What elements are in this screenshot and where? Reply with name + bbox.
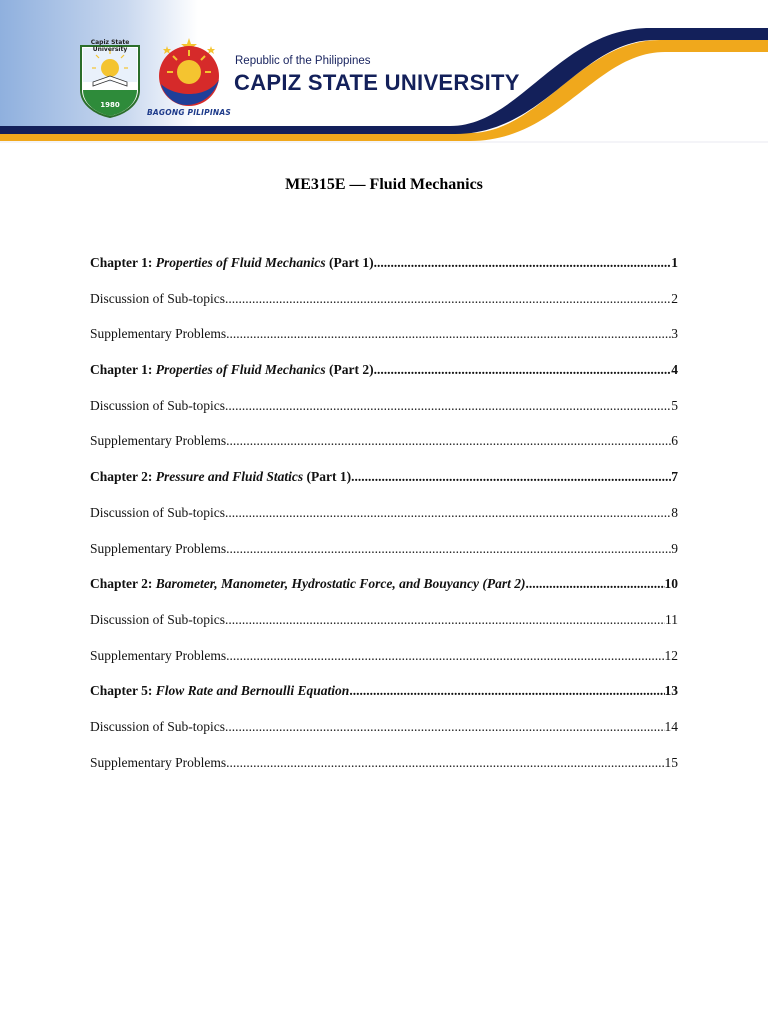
dot-leader: [225, 612, 665, 628]
document-title: ME315E — Fluid Mechanics: [285, 176, 483, 193]
page-number: 4: [671, 362, 678, 378]
page-number: 10: [664, 576, 678, 592]
dot-leader: [225, 505, 671, 521]
table-of-contents: [90, 255, 678, 790]
toc-entry-text: [90, 683, 349, 699]
page-number: 8: [671, 504, 678, 520]
chapter-prefix: Chapter 2:: [90, 469, 156, 485]
page-number: 6: [671, 433, 678, 449]
page-number: 13: [664, 683, 678, 699]
page-number: 15: [664, 754, 678, 770]
toc-subentry[interactable]: [90, 326, 678, 362]
dot-leader: [226, 648, 664, 664]
chapter-prefix: Chapter 1:: [90, 255, 156, 270]
toc-entry-text: [90, 255, 374, 271]
toc-entry-text: Supplementary Problems: [90, 754, 227, 770]
chapter-prefix: Chapter 2:: [90, 576, 156, 592]
seal-caption: Capiz State University: [90, 39, 130, 53]
toc-chapter-entry[interactable]: [90, 469, 678, 505]
dot-leader: [225, 719, 665, 735]
toc-entry-text: Discussion of Sub-topics: [90, 718, 225, 734]
page-number: 3: [671, 326, 678, 342]
toc-subentry[interactable]: [90, 612, 678, 648]
toc-entry-text: [90, 469, 351, 485]
toc-subentry[interactable]: [90, 648, 678, 684]
dot-leader: [374, 362, 672, 378]
page-number: 5: [671, 397, 678, 413]
toc-chapter-entry[interactable]: [90, 362, 678, 398]
page-number: 14: [664, 718, 678, 734]
toc-subentry[interactable]: [90, 291, 678, 327]
chapter-title: Flow Rate and Bernoulli Equation: [155, 683, 350, 699]
toc-subentry[interactable]: [90, 541, 678, 577]
toc-subentry[interactable]: [90, 755, 678, 791]
chapter-suffix: (Part 1): [303, 469, 352, 485]
chapter-title: Barometer, Manometer, Hydrostatic Force, and Bouyancy (Part 2): [155, 576, 526, 592]
dot-leader: [225, 291, 671, 307]
page-number: 11: [665, 611, 678, 627]
toc-subentry[interactable]: [90, 719, 678, 755]
toc-entry-text: [90, 576, 526, 592]
page-number: 7: [671, 469, 678, 485]
dot-leader: [225, 398, 671, 414]
dot-leader: [226, 541, 671, 557]
bagong-pilipinas-text: BAGONG PILIPINAS: [147, 108, 231, 117]
toc-chapter-entry[interactable]: [90, 255, 678, 291]
toc-entry-text: Discussion of Sub-topics: [90, 504, 225, 520]
chapter-prefix: Chapter 1:: [90, 362, 156, 378]
toc-entry-text: Discussion of Sub-topics: [90, 290, 225, 306]
chapter-title: Properties of Fluid Mechanics: [155, 362, 326, 378]
toc-chapter-entry[interactable]: [90, 576, 678, 612]
page-number: 12: [664, 647, 678, 663]
university-header: [0, 0, 768, 145]
republic-line: Republic of the Philippines: [235, 55, 371, 67]
chapter-suffix: (Part 1): [325, 255, 374, 270]
toc-entry-text: Supplementary Problems: [90, 433, 227, 449]
toc-entry-text: Discussion of Sub-topics: [90, 397, 225, 413]
chapter-prefix: Chapter 5:: [90, 683, 156, 699]
dot-leader: [226, 755, 664, 771]
toc-entry-text: Supplementary Problems: [90, 540, 227, 556]
seal-year: 1980: [100, 101, 120, 109]
dot-leader: [374, 255, 672, 271]
toc-entry-text: Supplementary Problems: [90, 647, 227, 663]
chapter-suffix: (Part 2): [325, 362, 374, 378]
toc-entry-text: Supplementary Problems: [90, 326, 227, 342]
toc-subentry[interactable]: [90, 433, 678, 469]
chapter-title: Pressure and Fluid Statics: [155, 469, 304, 485]
university-name: CAPIZ STATE UNIVERSITY: [234, 70, 520, 95]
toc-chapter-entry[interactable]: [90, 683, 678, 719]
dot-leader: [351, 469, 671, 485]
toc-entry-text: [90, 362, 374, 378]
page-number: 1: [671, 255, 678, 270]
chapter-title: Properties of Fluid Mechanics: [155, 255, 326, 270]
toc-entry-text: Discussion of Sub-topics: [90, 611, 225, 627]
dot-leader: [226, 326, 671, 342]
toc-subentry[interactable]: [90, 398, 678, 434]
bagong-pilipinas-logo-icon: [153, 36, 225, 108]
dot-leader: [349, 683, 664, 699]
toc-subentry[interactable]: [90, 505, 678, 541]
dot-leader: [226, 433, 671, 449]
page-number: 9: [671, 540, 678, 556]
page-number: 2: [671, 290, 678, 306]
dot-leader: [526, 576, 665, 592]
